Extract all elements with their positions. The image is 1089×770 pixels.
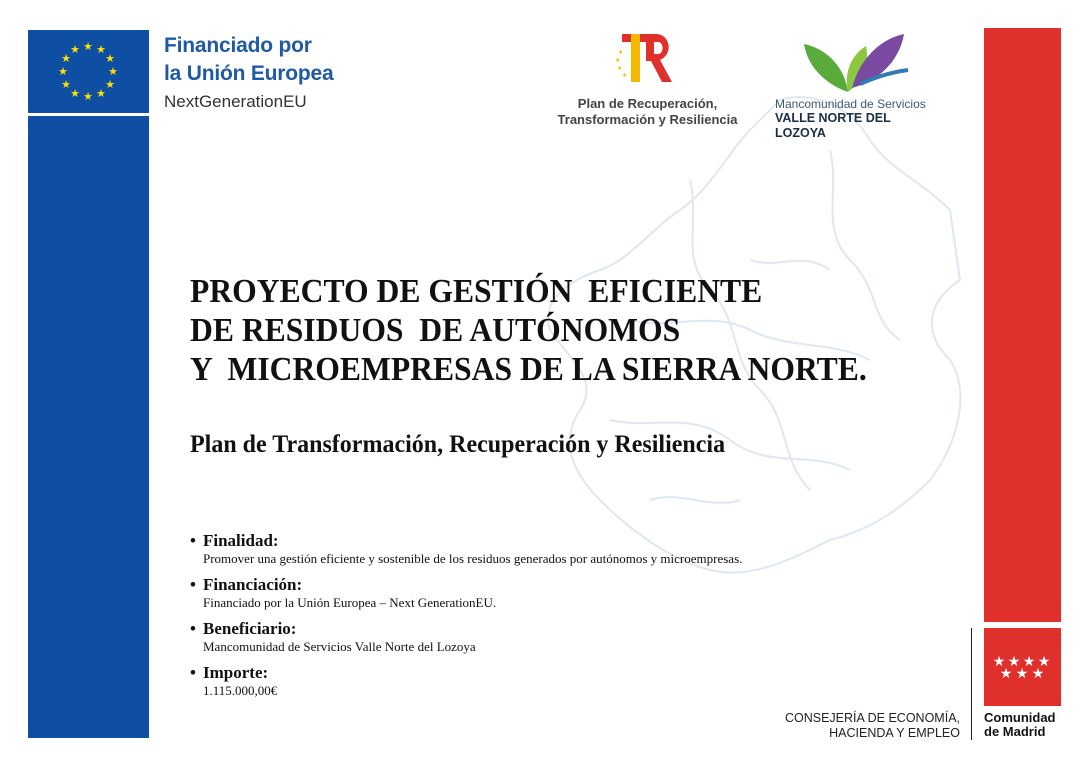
- svg-text:★: ★: [622, 72, 628, 79]
- comunidad-madrid-name: [984, 711, 1064, 739]
- prtr-logo-text: [540, 96, 755, 128]
- detail-label: Financiación:: [203, 575, 303, 594]
- svg-text:★: ★: [108, 65, 118, 78]
- svg-text:★: ★: [83, 90, 93, 103]
- detail-value: 1.115.000,00€: [203, 683, 278, 698]
- madrid-red-stripe: [984, 28, 1061, 622]
- svg-text:★: ★: [615, 57, 621, 64]
- consejeria-text: [785, 711, 960, 741]
- mancomunidad-line2: VALLE NORTE DEL LOZOYA: [775, 111, 891, 140]
- svg-text:★: ★: [1037, 654, 1051, 670]
- detail-beneficiario: [190, 618, 742, 655]
- svg-text:★: ★: [1022, 654, 1036, 670]
- bullet: •: [190, 663, 196, 682]
- detail-label: Beneficiario:: [203, 619, 297, 638]
- svg-text:★: ★: [617, 65, 623, 72]
- project-title: [190, 272, 867, 389]
- eu-funding-text: [164, 32, 334, 115]
- prtr-line1: Plan de Recuperación,: [577, 96, 718, 111]
- bullet: •: [190, 531, 196, 550]
- svg-text:★: ★: [105, 52, 115, 65]
- madrid-name-line1: Comunidad: [984, 710, 1056, 725]
- mancomunidad-logo-text: [775, 97, 935, 141]
- svg-text:★: ★: [61, 78, 71, 91]
- svg-text:★: ★: [61, 52, 71, 65]
- eu-blue-stripe: [28, 116, 149, 738]
- madrid-name-line2: de Madrid: [984, 724, 1046, 739]
- svg-text:★: ★: [1007, 654, 1021, 670]
- plan-subtitle: Plan de Transformación, Recuperación y Resiliencia: [190, 431, 726, 458]
- prtr-line2: Transformación y Resiliencia: [557, 112, 738, 127]
- bullet: •: [190, 575, 196, 594]
- svg-text:★: ★: [83, 40, 93, 53]
- project-title-line3: Y MICROEMPRESAS DE LA SIERRA NORTE.: [190, 351, 867, 388]
- madrid-divider: [971, 628, 972, 740]
- svg-text:★: ★: [992, 654, 1006, 670]
- bullet: •: [190, 619, 196, 638]
- eu-funding-line1: Financiado por: [164, 34, 312, 57]
- consejeria-line1: CONSEJERÍA DE ECONOMÍA,: [784, 711, 960, 725]
- madrid-flag: [984, 628, 1061, 706]
- project-title-line1: PROYECTO DE GESTIÓN EFICIENTE: [190, 273, 763, 310]
- detail-value: Mancomunidad de Servicios Valle Norte del Lozoya: [203, 639, 476, 654]
- project-title-line2: DE RESIDUOS DE AUTÓNOMOS: [190, 312, 681, 349]
- svg-text:★: ★: [618, 49, 624, 56]
- svg-text:★: ★: [58, 65, 68, 78]
- svg-text:★: ★: [999, 666, 1013, 682]
- svg-text:★: ★: [96, 43, 106, 56]
- svg-text:★: ★: [70, 87, 80, 100]
- prtr-logo-icon: [614, 32, 676, 88]
- svg-text:★: ★: [1031, 666, 1045, 682]
- detail-financiacion: [190, 574, 742, 611]
- svg-text:★: ★: [70, 43, 80, 56]
- detail-value: Promover una gestión eficiente y sostenible de los residuos generados por autónomos y microempresas.: [203, 551, 743, 566]
- detail-label: Finalidad:: [203, 531, 279, 550]
- svg-text:★: ★: [105, 78, 115, 91]
- eu-funding-line2: la Unión Europea: [164, 62, 334, 85]
- mancomunidad-line1: Mancomunidad de Servicios: [775, 97, 926, 111]
- detail-value: Financiado por la Unión Europea – Next GenerationEU.: [203, 595, 497, 610]
- svg-text:★: ★: [96, 87, 106, 100]
- madrid-stars-icon: [984, 628, 1061, 706]
- svg-text:★: ★: [1015, 666, 1029, 682]
- eu-flag-icon: [28, 30, 149, 113]
- eu-flag: [28, 30, 149, 113]
- detail-importe: [190, 662, 742, 699]
- consejeria-line2: HACIENDA Y EMPLEO: [829, 726, 960, 740]
- eu-nextgen-label: NextGenerationEU: [164, 92, 307, 111]
- mancomunidad-leaf-logo-icon: [800, 30, 910, 96]
- detail-label: Importe:: [203, 663, 269, 682]
- detail-finalidad: [190, 530, 742, 567]
- project-details: [190, 530, 742, 706]
